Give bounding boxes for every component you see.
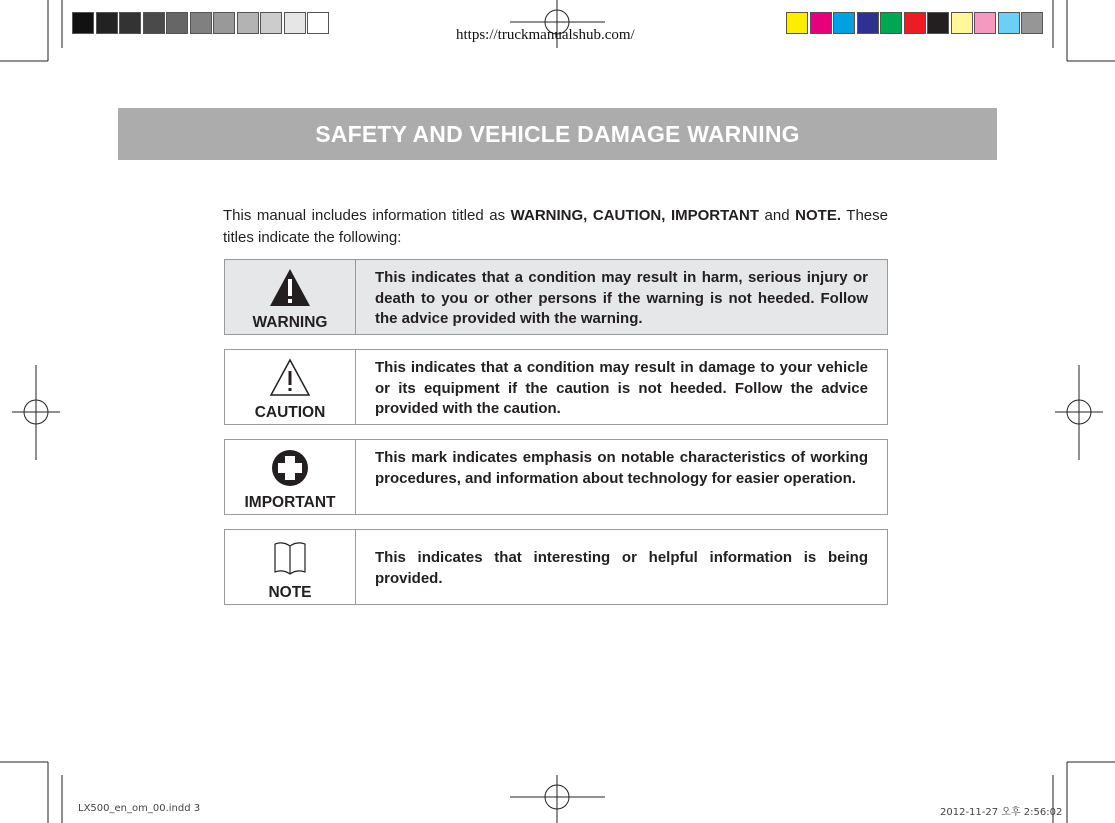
important-text: This mark indicates emphasis on notable characteristics of working procedures, and information about technology for easier operation. (375, 449, 868, 487)
note-notice (224, 529, 888, 605)
important-icon-cell (225, 440, 356, 514)
warning-label: WARNING (252, 314, 328, 331)
gray-swatch (72, 12, 94, 34)
warning-notice (224, 259, 888, 335)
color-swatch (833, 12, 855, 34)
caution-notice (224, 349, 888, 425)
open-book-icon (269, 538, 311, 578)
gray-swatch (284, 12, 306, 34)
color-swatch (810, 12, 832, 34)
warning-text: This indicates that a condition may result in harm, serious injury or death to you or other persons if the warning is not heeded. Follow the advice provided with the warning. (375, 269, 868, 327)
intro-paragraph: This manual includes information titled as WARNING, CAUTION, IMPORTANT and NOTE. These titles indicate the following: (223, 207, 888, 246)
page-title: SAFETY AND VEHICLE DAMAGE WARNING (118, 108, 997, 160)
color-swatch (857, 12, 879, 34)
caution-text: This indicates that a condition may result in damage to your vehicle or its equipment if the caution is not heeded. Follow the advice provided with the caution. (375, 359, 868, 417)
gray-swatch (166, 12, 188, 34)
color-swatch (927, 12, 949, 34)
footer-timestamp: 2012-11-27 오후 2:56:02 (940, 807, 1063, 818)
gray-swatch (260, 12, 282, 34)
gray-swatch (190, 12, 212, 34)
warning-filled-triangle-icon (269, 268, 311, 308)
gray-swatch (119, 12, 141, 34)
gray-swatch (237, 12, 259, 34)
note-text: This indicates that interesting or helpful information is being provided. (375, 549, 868, 587)
caution-outline-triangle-icon (269, 358, 311, 398)
important-label: IMPORTANT (244, 494, 336, 511)
gray-swatch (143, 12, 165, 34)
note-label: NOTE (268, 584, 312, 601)
note-icon-cell (225, 530, 356, 604)
gray-swatch (213, 12, 235, 34)
gray-swatch (307, 12, 329, 34)
color-swatch (998, 12, 1020, 34)
important-notice (224, 439, 888, 515)
source-url[interactable]: https://truckmanualshub.com/ (456, 27, 635, 43)
warning-icon-cell (225, 260, 356, 334)
cross-circle-icon (269, 448, 311, 488)
color-swatch (786, 12, 808, 34)
caution-icon-cell (225, 350, 356, 424)
color-swatch (904, 12, 926, 34)
color-swatch (1021, 12, 1043, 34)
color-swatch (880, 12, 902, 34)
gray-swatch (96, 12, 118, 34)
footer-filename: LX500_en_om_00.indd 3 (78, 803, 201, 814)
color-swatch (951, 12, 973, 34)
caution-label: CAUTION (254, 404, 326, 421)
color-swatch (974, 12, 996, 34)
